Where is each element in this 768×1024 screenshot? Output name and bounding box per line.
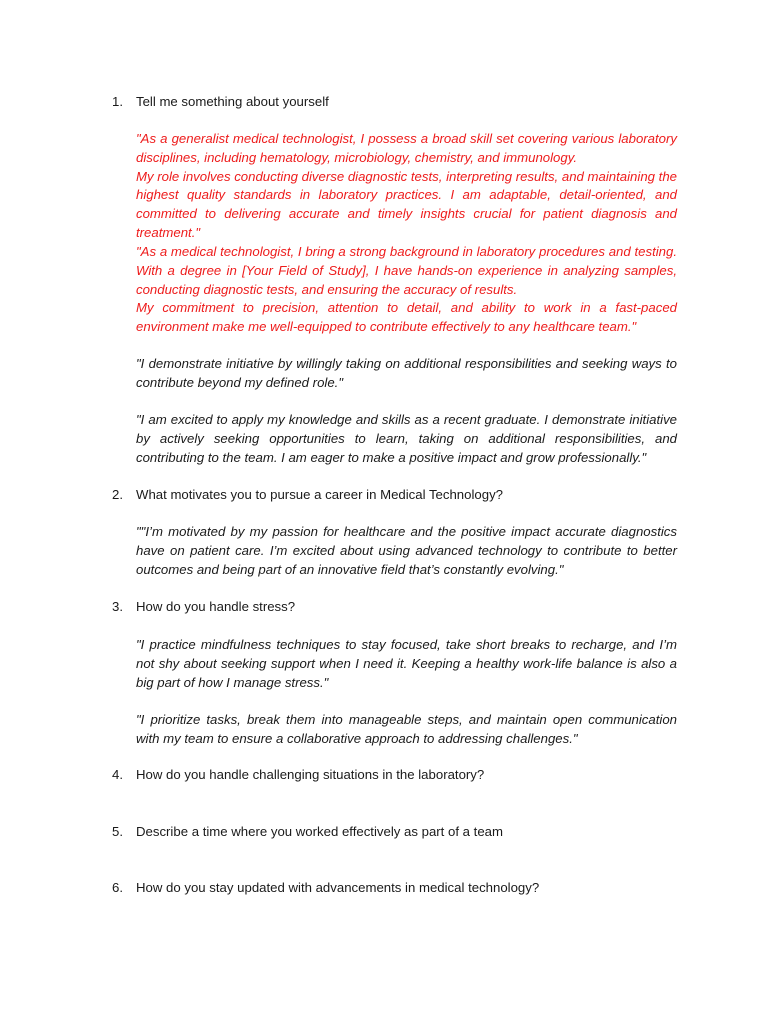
answer-paragraph: My role involves conducting diverse diagnostic tests, interpreting results, and maintaining the highest quality standards in laboratory practices. I am adaptable, detail-oriented, and committed to delivering accurate and timely insights crucial for patient diagnosis and treatment." [136, 168, 677, 240]
answer-paragraph: "I am excited to apply my knowledge and skills as a recent graduate. I demonstrate initiative by actively seeking opportunities to learn, taking on additional responsibilities, and contributing to the team. I am eager to make a positive impact and grow professionally." [136, 412, 677, 465]
question-number: 5. [112, 824, 123, 839]
answer-paragraph: "I practice mindfulness techniques to stay focused, take short breaks to recharge, and I’m not shy about seeking support when I need it. Keeping a healthy work-life balance is also a big part of how I manage stress." [136, 637, 677, 690]
question-3 [112, 598, 682, 617]
answer-paragraph: "I prioritize tasks, break them into manageable steps, and maintain open communication with my team to ensure a collaborative approach to addressing challenges." [136, 712, 677, 746]
answer-paragraph: "As a medical technologist, I bring a strong background in laboratory procedures and testing. With a degree in [Your Field of Study], I have hands-on experience in analyzing samples, conducting diagnostic tests, and ensuring the accuracy of results. [136, 244, 677, 297]
question-5 [112, 823, 682, 842]
answer-1b [136, 243, 677, 337]
answer-1d [136, 411, 677, 467]
answer-3a [136, 636, 677, 692]
answer-3b [136, 711, 677, 749]
answer-paragraph: My commitment to precision, attention to detail, and ability to work in a fast-paced environment make me well-equipped to contribute effectively to any healthcare team." [136, 300, 677, 335]
question-2 [112, 486, 682, 505]
question-6 [112, 879, 682, 898]
answer-2a [136, 523, 677, 579]
answer-paragraph: "I demonstrate initiative by willingly taking on additional responsibilities and seeking ways to contribute beyond my defined role." [136, 356, 677, 390]
question-4 [112, 766, 682, 785]
question-text: How do you stay updated with advancements in medical technology? [136, 880, 540, 895]
question-number: 6. [112, 880, 123, 895]
question-number: 3. [112, 599, 123, 614]
question-text: Tell me something about yourself [136, 94, 329, 109]
question-1 [112, 93, 682, 112]
answer-1c [136, 355, 677, 393]
answer-paragraph: "As a generalist medical technologist, I possess a broad skill set covering various laboratory disciplines, including hematology, microbiology, chemistry, and immunology. [136, 131, 677, 165]
question-text: How do you handle challenging situations in the laboratory? [136, 767, 485, 782]
answer-1a [136, 130, 677, 243]
answer-paragraph: ""I’m motivated by my passion for healthcare and the positive impact accurate diagnostics have on patient care. I’m excited about using advanced technology to contribute to better outcomes and being part of an innovative field that’s constantly evolving." [136, 524, 677, 577]
question-text: Describe a time where you worked effectively as part of a team [136, 824, 503, 839]
question-number: 2. [112, 487, 123, 502]
question-text: How do you handle stress? [136, 599, 296, 614]
question-number: 4. [112, 767, 123, 782]
question-number: 1. [112, 94, 123, 109]
question-text: What motivates you to pursue a career in Medical Technology? [136, 487, 504, 502]
